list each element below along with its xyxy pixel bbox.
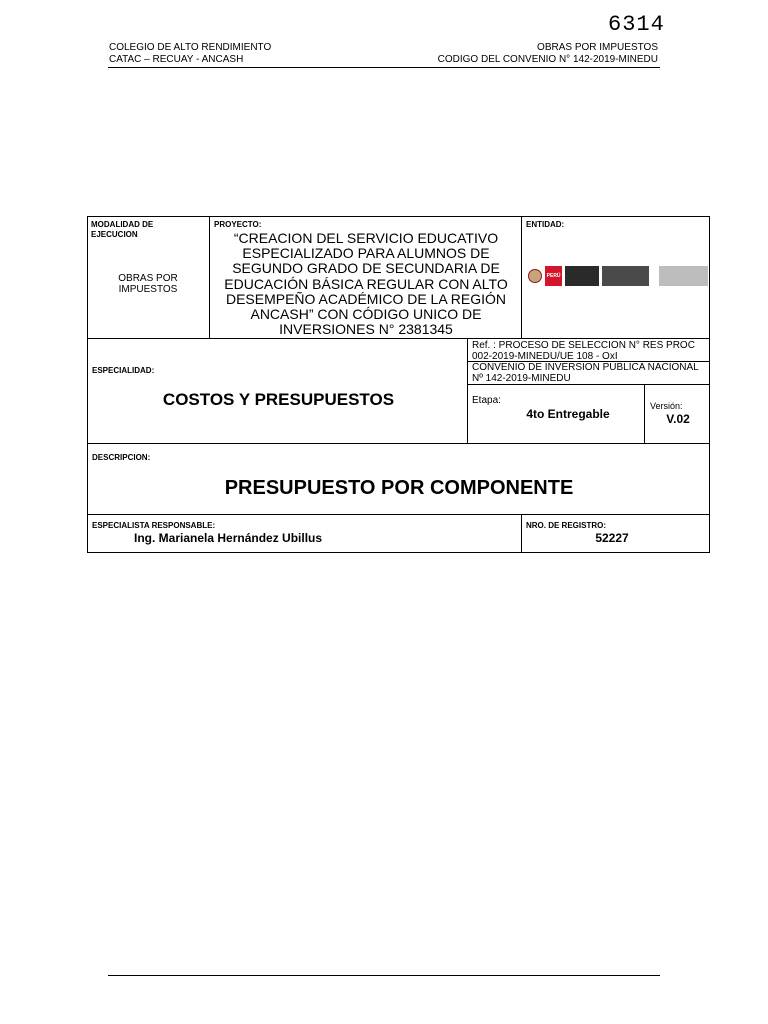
- ref-text: Ref. : PROCESO DE SELECCION N° RES PROC 002-2019-MINEDU/UE 108 - OxI: [472, 340, 695, 362]
- header-right: [438, 42, 658, 66]
- header-location: CATAC – RECUAY - ANCASH: [109, 54, 244, 65]
- modalidad-value: OBRAS POR IMPUESTOS: [118, 273, 178, 295]
- entidad-cell: [521, 216, 710, 339]
- especialista-value: Ing. Marianela Hernández Ubillus: [134, 531, 323, 545]
- ministerio-de-educacion-logo: [565, 266, 598, 286]
- proyecto-label: PROYECTO:: [214, 220, 262, 229]
- programa-nacional-logo: [659, 266, 708, 286]
- modalidad-cell: [87, 216, 210, 339]
- etapa-cell: [467, 384, 645, 444]
- registro-label: NRO. DE REGISTRO:: [526, 521, 607, 530]
- header-left: [109, 42, 271, 66]
- ref-cell: [467, 338, 710, 362]
- descripcion-value: PRESUPUESTO POR COMPONENTE: [224, 477, 574, 499]
- especialidad-value: COSTOS Y PRESUPUESTOS: [162, 390, 395, 409]
- etapa-label: Etapa:: [472, 395, 501, 406]
- header-agreement-code: CODIGO DEL CONVENIO N° 142-2019-MINEDU: [437, 54, 658, 65]
- proyecto-cell: [209, 216, 522, 339]
- registro-value: 52227: [595, 531, 629, 545]
- convenio-cell: [467, 361, 710, 385]
- especialista-label: ESPECIALISTA RESPONSABLE:: [92, 521, 216, 530]
- header-institution: COLEGIO DE ALTO RENDIMIENTO: [109, 42, 272, 53]
- header-program: OBRAS POR IMPUESTOS: [537, 42, 658, 53]
- version-cell: [644, 384, 710, 444]
- version-label: Versión:: [650, 401, 683, 411]
- version-value: V.02: [666, 412, 690, 426]
- descripcion-label: DESCRIPCION:: [92, 453, 151, 462]
- descripcion-cell: [87, 443, 710, 515]
- entidad-logo: [528, 265, 708, 287]
- peru-logo: PERÚ: [545, 266, 563, 286]
- viceministerio-logo: [602, 266, 649, 286]
- especialidad-cell: [87, 338, 468, 444]
- especialista-cell: [87, 514, 522, 553]
- peru-coat-of-arms-icon: [528, 269, 542, 283]
- entidad-label: ENTIDAD:: [526, 220, 565, 229]
- header-divider: [108, 67, 660, 68]
- etapa-value: 4to Entregable: [526, 407, 610, 421]
- footer-divider: [108, 975, 660, 976]
- especialidad-label: ESPECIALIDAD:: [92, 366, 155, 375]
- convenio-text: CONVENIO DE INVERSION PUBLICA NACIONAL Nº 142-2019-MINEDU: [472, 362, 699, 384]
- page-number-stamp: 6314: [608, 12, 665, 37]
- proyecto-title: “CREACION DEL SERVICIO EDUCATIVO ESPECIALIZADO PARA ALUMNOS DE SEGUNDO GRADO DE SECUNDARIA DE EDUCACIÓN BÁSICA REGULAR CON ALTO DESEMPEÑO ACADÉMICO DE LA REGIÓN ANCASH” CON CÓDIGO UNICO DE INVERSIONES N° 2381345: [224, 230, 508, 338]
- modalidad-label: MODALIDAD DE EJECUCION: [91, 220, 154, 239]
- registro-cell: [521, 514, 710, 553]
